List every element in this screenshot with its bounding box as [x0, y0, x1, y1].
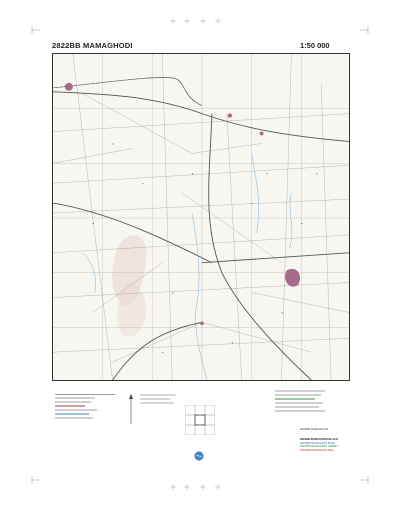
map-grid	[53, 54, 349, 380]
north-arrow-icon	[128, 394, 134, 429]
series-line-green: 2822BB MAMAGHODI GREEN	[300, 445, 338, 449]
relief-area	[112, 235, 146, 337]
edition-label: 2822BB MAMAGHODI	[300, 427, 329, 431]
globe-icon	[194, 448, 204, 466]
sheet-title: 2822BB MAMAGHODI	[52, 41, 133, 50]
series-line-red: 2822BB MAMAGHODI RED	[300, 448, 334, 452]
legend-right	[275, 388, 345, 414]
settlements	[65, 83, 300, 325]
main-roads	[53, 92, 349, 380]
series-line-blue: 2822BB MAMAGHODI BLUE	[300, 441, 335, 445]
tracks	[53, 54, 349, 380]
railway	[53, 77, 202, 105]
map-frame[interactable]	[52, 53, 350, 381]
map-scale: 1:50 000	[300, 41, 330, 50]
series-line-black: 2822BB MAMAGHODI BLACK	[300, 438, 338, 441]
sheet-index-diagram	[185, 405, 215, 440]
legend-left	[55, 388, 115, 436]
color-separation-list	[300, 438, 358, 453]
legend-middle	[140, 392, 180, 406]
topographic-map[interactable]	[53, 54, 349, 380]
